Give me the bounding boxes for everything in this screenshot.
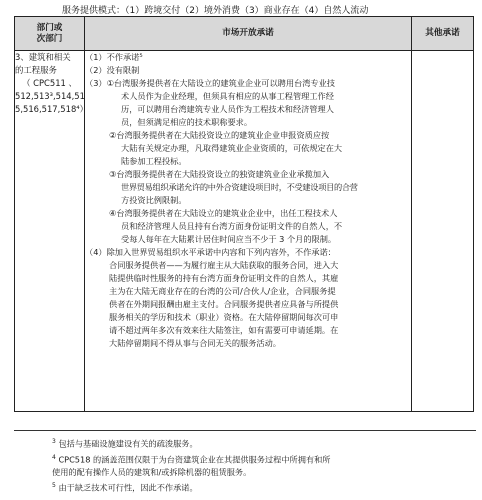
commitment-4-line-5: 供者在外期间报酬由雇主支付。合同服务提供者应具备与所提供 — [109, 299, 339, 309]
header-other-commitments: 其他承诺 — [412, 17, 474, 51]
commitment-4-line-7: 请不超过两年多次有效来往大陆签注，如有需要可申请延期。在 — [109, 325, 339, 335]
footnote-4 — [14, 451, 476, 467]
sector-codes-line-3: 5,516,517,518⁴） — [15, 104, 89, 114]
commitment-3d-line-3: 受每人每年在大陆累计居住时间应当不少于 3 个月的限制。 — [121, 234, 337, 244]
commitment-4-line-1: （4）除加入世界贸易组织水平承诺中内容和下列内容外，不作承诺： — [85, 247, 336, 257]
commitment-3c-line-3: 方投资比例限制。 — [121, 195, 187, 205]
commitment-3c-line-1: ③台湾服务提供者在大陆投资设立的独资建筑业企业承揽加入 — [109, 169, 330, 179]
footnote-5-mark: 5 — [52, 482, 56, 490]
commitment-3d-line-2: 员和经济管理人员且持有台湾方面身份证明文件的自然人，不 — [121, 221, 343, 231]
commitment-3b-line-2: 大陆有关规定办理，凡取得建筑业企业资质的，可依规定在大 — [121, 143, 343, 153]
footnotes — [14, 430, 476, 495]
footnote-3-text: 包括与基础设施建设有关的疏浚服务。 — [58, 438, 198, 449]
market-access-cell — [85, 51, 412, 412]
footnote-3-mark: 3 — [52, 438, 56, 445]
commitment-4-line-3: 陆提供临时性服务的持有台湾方面身份证明文件的自然人，其雇 — [109, 273, 339, 283]
header-sector-line-1: 部门或 — [36, 22, 63, 33]
footnote-4-text-line-1: CPC518 的涵盖范围仅限于为台资建筑企业在其提供服务过程中所拥有和所 — [58, 454, 331, 465]
supply-modes-line: 服务提供模式：（1）跨境交付（2）境外消费（3）商业存在（4）自然人流动 — [62, 6, 369, 16]
commitment-3b-line-1: ②台湾服务提供者在大陆投资设立的建筑业企业申报资质应按 — [109, 130, 330, 140]
other-commitments-cell — [412, 51, 474, 412]
commitment-4-line-4: 主为在大陆无商业存在的台湾的公司/合伙人/企业，合同服务提 — [109, 286, 336, 296]
table-row — [15, 51, 474, 412]
commitment-4-line-6: 服务相关的学历和技术（职业）资格。在大陆停留期间每次可申 — [109, 312, 339, 322]
commitment-3a-line-1: （3）①台湾服务提供者在大陆设立的建筑业企业可以聘用台湾专业技 — [85, 78, 335, 88]
commitment-mode-2: （2）没有限制 — [85, 65, 140, 75]
table-header-row — [15, 17, 474, 51]
sector-title-line-1: 3、建筑和相关 — [15, 52, 71, 62]
sector-title-line-2: 的工程服务 — [15, 65, 57, 75]
commitment-3a-line-2: 术人员作为企业经理，但须具有相应的从事工程管理工作经 — [121, 91, 334, 101]
commitment-4-line-2: 合同服务提供者——为履行雇主从大陆获取的服务合同，进入大 — [109, 260, 339, 270]
footnote-3 — [14, 435, 476, 451]
footnote-4-text-line-2: 使用的配有操作人员的建筑和/或拆除机器的租赁服务。 — [52, 467, 252, 478]
sector-cell — [15, 51, 89, 412]
sector-codes-line-2: 512,513³,514,51 — [15, 91, 85, 101]
commitment-4-line-8: 大陆停留期间不得从事与合同无关的服务活动。 — [109, 338, 281, 348]
commitment-mode-1: （1）不作承诺⁵ — [85, 52, 143, 62]
footnote-4-cont — [14, 466, 476, 479]
commitments-table — [14, 16, 474, 412]
header-market-access: 市场开放承诺 — [85, 17, 412, 51]
commitment-3a-line-3: 历，可以聘用台湾建筑专业人员作为工程技术和经济管理人 — [121, 104, 334, 114]
header-sector — [15, 17, 85, 51]
commitment-3b-line-3: 陆参加工程投标。 — [121, 156, 187, 166]
commitment-3d-line-1: ④台湾服务提供者在大陆设立的建筑业企业中，出任工程技术人 — [109, 208, 338, 218]
header-sector-line-2: 次部门 — [36, 33, 63, 44]
footnote-5 — [14, 479, 476, 495]
footnote-4-mark: 4 — [52, 453, 56, 461]
commitment-3a-line-4: 员，但须满足相应的技术职称要求。 — [121, 117, 253, 127]
sector-codes-line-1: （ CPC511 、 — [22, 78, 77, 88]
footnote-5-text: 由于缺乏技术可行性，因此不作承诺。 — [58, 483, 198, 494]
commitment-3c-line-2: 世界贸易组织承诺允许的中外合资建设项目时，不受建设项目的合营 — [121, 182, 358, 192]
